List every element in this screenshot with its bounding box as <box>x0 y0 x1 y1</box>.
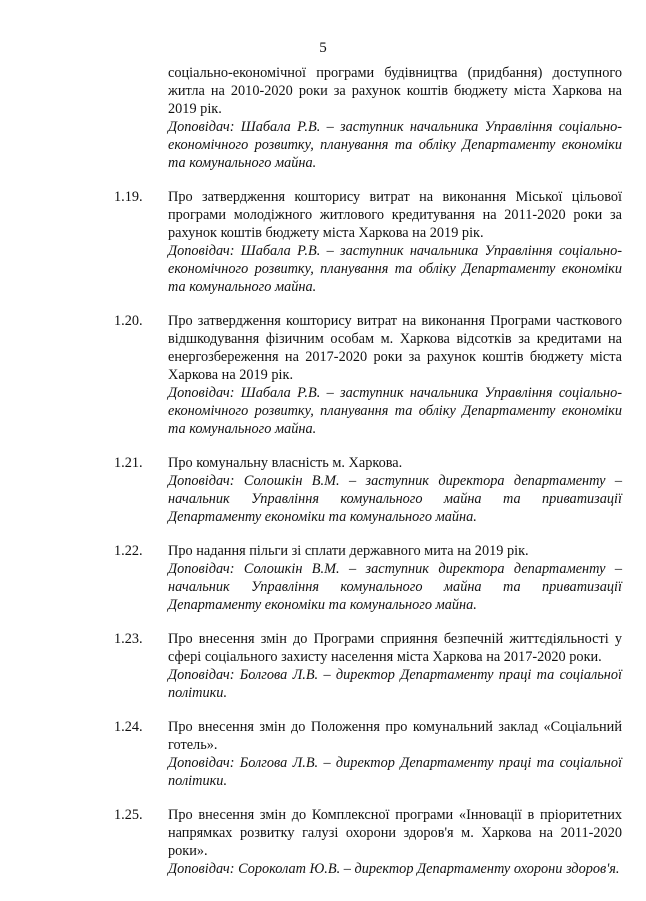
item-title: Про затвердження кошторису витрат на виконання Програми часткового відшкодування фізичним особам м. Харкова відсотків за кредитами на енергозбереження на 2017-2020 роки за рахунок коштів бюджету міста Харкова на 2019 рік. <box>168 313 622 383</box>
item-number: 1.20. <box>114 313 143 329</box>
item-title: Про внесення змін до Положення про комунальний заклад «Соціальний готель». <box>168 719 622 753</box>
page-number: 5 <box>319 40 327 56</box>
agenda-item-1-19 <box>116 188 622 296</box>
item-speaker: Доповідач: Болгова Л.В. – директор Департаменту праці та соціальної політики. <box>168 667 622 701</box>
item-title: Про комунальну власність м. Харкова. <box>168 455 403 471</box>
item-title: Про внесення змін до Комплексної програми «Інновації в пріоритетних напрямках розвитку галузі охорони здоров'я м. Харкова на 2011-2020 роки». <box>168 807 622 859</box>
item-number: 1.22. <box>114 543 143 559</box>
item-number: 1.25. <box>114 807 143 823</box>
item-number: 1.23. <box>114 631 143 647</box>
item-speaker: Доповідач: Сороколат Ю.В. – директор Департаменту охорони здоров'я. <box>168 861 620 877</box>
agenda-item-1-22 <box>116 542 622 614</box>
item-title: Про надання пільги зі сплати державного мита на 2019 рік. <box>168 543 529 559</box>
agenda-item-1-20 <box>116 312 622 438</box>
item-title: Про затвердження кошторису витрат на виконання Міської цільової програми молодіжного житлового кредитування на 2011-2020 роки за рахунок коштів бюджету міста Харкова на 2019 рік. <box>168 189 622 241</box>
agenda-item-1-21 <box>116 454 622 526</box>
item-speaker: Доповідач: Шабала Р.В. – заступник начальника Управління соціально-економічного розвитку, планування та обліку Департаменту економіки та комунального майна. <box>168 243 622 295</box>
item-number: 1.21. <box>114 455 143 471</box>
agenda-item-1-24 <box>116 718 622 790</box>
agenda-item-continued <box>168 64 622 172</box>
item-speaker: Доповідач: Шабала Р.В. – заступник начальника Управління соціально-економічного розвитку, планування та обліку Департаменту економіки та комунального майна. <box>168 119 622 171</box>
item-speaker: Доповідач: Болгова Л.В. – директор Департаменту праці та соціальної політики. <box>168 755 622 789</box>
agenda-item-1-23 <box>116 630 622 702</box>
item-number: 1.19. <box>114 189 143 205</box>
item-speaker: Доповідач: Солошкін В.М. – заступник директора департаменту – начальник Управління комунального майна та приватизації Департаменту економіки та комунального майна. <box>168 561 622 613</box>
agenda-content <box>116 64 622 894</box>
item-title: Про внесення змін до Програми сприяння безпечній життєдіяльності у сфері соціального захисту населення міста Харкова на 2017-2020 роки. <box>168 631 622 665</box>
item-speaker: Доповідач: Шабала Р.В. – заступник начальника Управління соціально-економічного розвитку, планування та обліку Департаменту економіки та комунального майна. <box>168 385 622 437</box>
item-title: соціально-економічної програми будівництва (придбання) доступного житла на 2010-2020 роки за рахунок коштів бюджету міста Харкова на 2019 рік. <box>168 65 622 117</box>
agenda-item-1-25 <box>116 806 622 878</box>
item-speaker: Доповідач: Солошкін В.М. – заступник директора департаменту – начальник Управління комунального майна та приватизації Департаменту економіки та комунального майна. <box>168 473 622 525</box>
item-number: 1.24. <box>114 719 143 735</box>
